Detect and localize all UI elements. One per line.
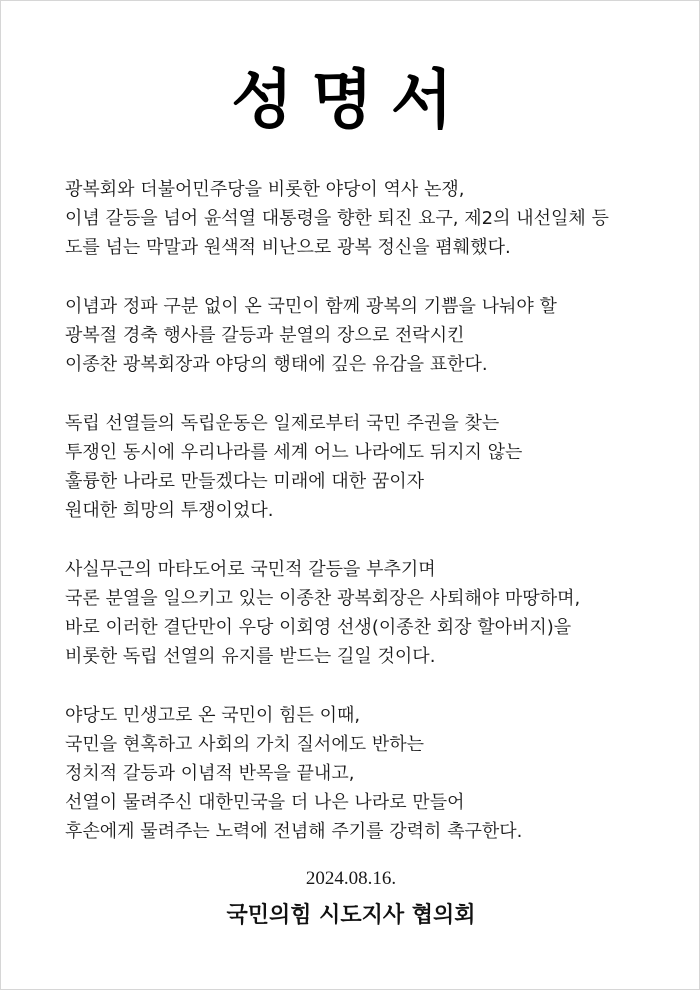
text-line: 바로 이러한 결단만이 우당 이회영 선생(이종찬 회장 할아버지)을: [65, 617, 572, 638]
text-line: 비롯한 독립 선열의 유지를 받드는 길일 것이다.: [65, 646, 436, 667]
paragraph-5: [65, 701, 665, 846]
text-line: 정치적 갈등과 이념적 반목을 끝내고,: [65, 763, 355, 784]
text-line: 원대한 희망의 투쟁이었다.: [65, 500, 274, 521]
text-line: 도를 넘는 막말과 원색적 비난으로 광복 정신을 폄훼했다.: [65, 237, 511, 258]
document-title: 성명서: [231, 64, 471, 138]
text-line: 야당도 민생고로 온 국민이 힘든 이때,: [65, 705, 361, 726]
statement-body: [65, 175, 665, 876]
text-line: 국민을 현혹하고 사회의 가치 질서에도 반하는: [65, 734, 424, 755]
text-line: 사실무근의 마타도어로 국민적 갈등을 부추기며: [65, 559, 436, 580]
signatory-organization: 국민의힘 시도지사 협의회: [226, 903, 476, 928]
paragraph-2: [65, 292, 665, 379]
text-line: 투쟁인 동시에 우리나라를 세계 어느 나라에도 뒤지지 않는: [65, 442, 523, 463]
text-line: 국론 분열을 일으키고 있는 이종찬 광복회장은 사퇴해야 마땅하며,: [65, 588, 581, 609]
text-line: 광복절 경축 행사를 갈등과 분열의 장으로 전락시킨: [65, 325, 465, 346]
text-line: 이념과 정파 구분 없이 온 국민이 함께 광복의 기쁨을 나눠야 할: [65, 296, 557, 317]
text-line: 후손에게 물려주는 노력에 전념해 주기를 강력히 촉구한다.: [65, 821, 523, 842]
text-line: 훌륭한 나라로 만들겠다는 미래에 대한 꿈이자: [65, 471, 424, 492]
text-line: 광복회와 더불어민주당을 비롯한 야당이 역사 논쟁,: [65, 179, 465, 200]
text-line: 독립 선열들의 독립운동은 일제로부터 국민 주권을 찾는: [65, 413, 500, 434]
paragraph-4: [65, 555, 665, 671]
text-line: 이종찬 광복회장과 야당의 행태에 깊은 유감을 표한다.: [65, 354, 488, 375]
text-line: 선열이 물려주신 대한민국을 더 나은 나라로 만들어: [65, 792, 465, 813]
paragraph-3: [65, 409, 665, 525]
text-line: 이념 갈등을 넘어 윤석열 대통령을 향한 퇴진 요구, 제2의 내선일체 등: [65, 208, 609, 229]
paragraph-1: [65, 175, 665, 262]
statement-date: 2024.08.16.: [305, 868, 397, 889]
